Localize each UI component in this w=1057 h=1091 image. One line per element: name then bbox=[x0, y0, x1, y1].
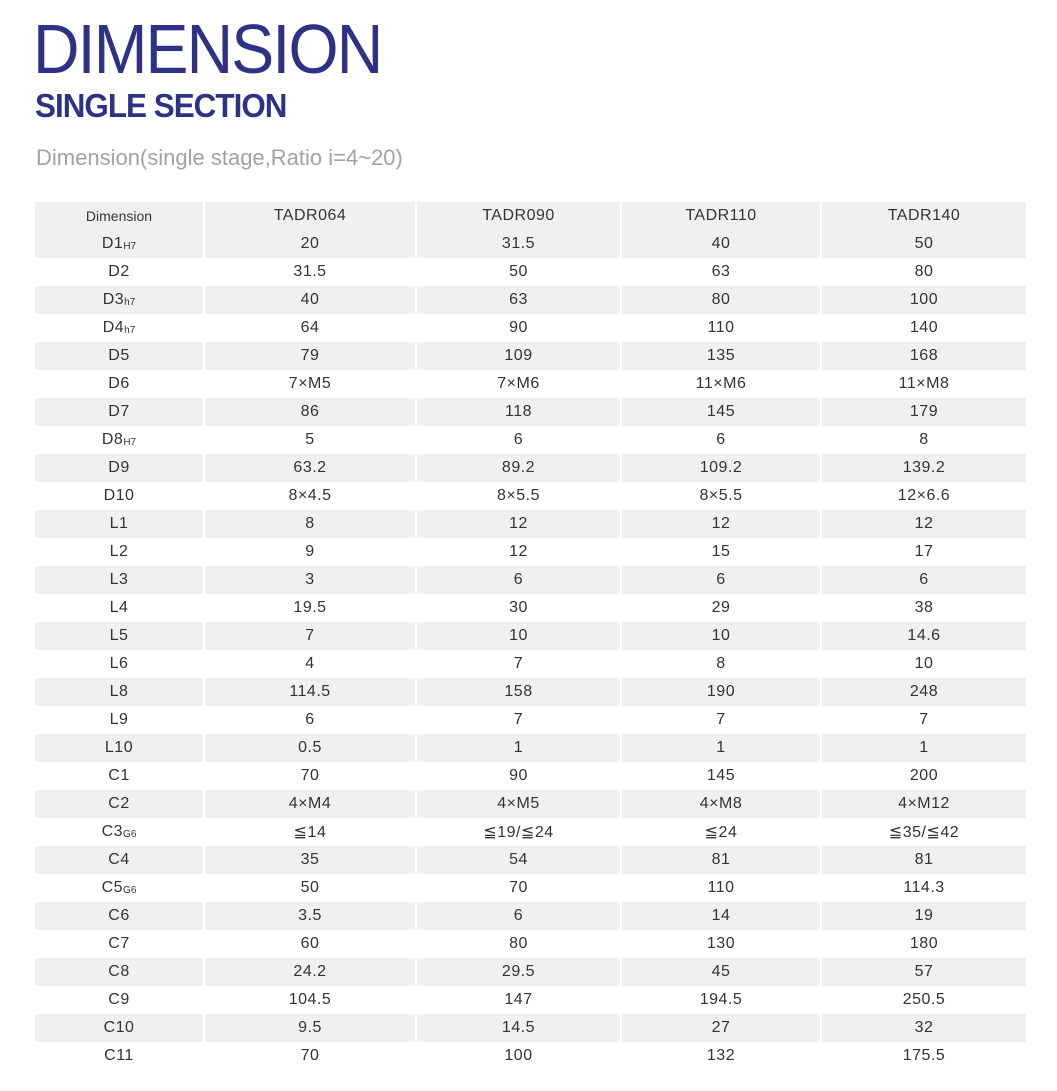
row-label bbox=[35, 846, 205, 874]
table-cell: 6 bbox=[417, 902, 622, 930]
table-cell: 250.5 bbox=[822, 986, 1026, 1014]
table-cell: 6 bbox=[417, 566, 622, 594]
table-row bbox=[35, 790, 1026, 818]
table-cell: 1 bbox=[622, 734, 822, 762]
table-cell: 54 bbox=[417, 846, 622, 874]
table-row bbox=[35, 762, 1026, 790]
table-row bbox=[35, 678, 1026, 706]
table-cell: 7 bbox=[205, 622, 417, 650]
table-cell: 63 bbox=[622, 258, 822, 286]
row-label-text: L6 bbox=[109, 655, 129, 672]
table-row bbox=[35, 370, 1026, 398]
row-label bbox=[35, 566, 205, 594]
table-cell: 6 bbox=[822, 566, 1026, 594]
table-cell: 7×M5 bbox=[205, 370, 417, 398]
table-cell: 30 bbox=[417, 594, 622, 622]
table-cell: 80 bbox=[417, 930, 622, 958]
table-cell: 7 bbox=[417, 706, 622, 734]
table-body bbox=[35, 230, 1026, 1070]
table-cell: 38 bbox=[822, 594, 1026, 622]
table-cell: 29 bbox=[622, 594, 822, 622]
table-cell: 104.5 bbox=[205, 986, 417, 1014]
table-cell: 4×M12 bbox=[822, 790, 1026, 818]
table-cell: 81 bbox=[822, 846, 1026, 874]
table-cell: 7 bbox=[417, 650, 622, 678]
row-label bbox=[35, 482, 205, 510]
row-label-text: C4 bbox=[108, 851, 130, 868]
row-label bbox=[35, 1042, 205, 1070]
table-cell: 81 bbox=[622, 846, 822, 874]
table-cell: 20 bbox=[205, 230, 417, 258]
table-row bbox=[35, 342, 1026, 370]
table-cell: ≦19/≦24 bbox=[417, 818, 622, 846]
table-cell: 40 bbox=[205, 286, 417, 314]
table-row bbox=[35, 818, 1026, 846]
table-cell: 8 bbox=[205, 510, 417, 538]
row-label-text: D8 bbox=[101, 431, 124, 448]
table-cell: 175.5 bbox=[822, 1042, 1026, 1070]
row-label-text: L9 bbox=[109, 711, 129, 728]
table-cell: 0.5 bbox=[205, 734, 417, 762]
table-cell: 14.6 bbox=[822, 622, 1026, 650]
row-label-text: C11 bbox=[104, 1047, 134, 1064]
table-cell: 86 bbox=[205, 398, 417, 426]
table-row bbox=[35, 930, 1026, 958]
table-cell: 27 bbox=[622, 1014, 822, 1042]
row-label-text: L3 bbox=[109, 571, 129, 588]
row-label bbox=[35, 818, 205, 846]
row-label bbox=[35, 230, 205, 258]
table-cell: 3 bbox=[205, 566, 417, 594]
dimension-table bbox=[35, 202, 1026, 1070]
column-header-dimension: Dimension bbox=[35, 202, 205, 230]
table-cell: 70 bbox=[205, 1042, 417, 1070]
table-cell: 1 bbox=[417, 734, 622, 762]
row-label bbox=[35, 538, 205, 566]
table-row bbox=[35, 482, 1026, 510]
row-label-text: D6 bbox=[108, 375, 130, 392]
table-cell: 12 bbox=[622, 510, 822, 538]
row-label-text: C6 bbox=[108, 907, 130, 924]
table-cell: 40 bbox=[622, 230, 822, 258]
row-label bbox=[35, 1014, 205, 1042]
table-cell: 29.5 bbox=[417, 958, 622, 986]
table-cell: 24.2 bbox=[205, 958, 417, 986]
table-cell: 12 bbox=[417, 510, 622, 538]
table-cell: 12 bbox=[822, 510, 1026, 538]
table-cell: 4×M5 bbox=[417, 790, 622, 818]
table-row bbox=[35, 734, 1026, 762]
table-row bbox=[35, 622, 1026, 650]
row-label bbox=[35, 678, 205, 706]
table-row bbox=[35, 874, 1026, 902]
table-cell: 140 bbox=[822, 314, 1026, 342]
table-cell: 90 bbox=[417, 762, 622, 790]
row-label-text: C8 bbox=[108, 963, 130, 980]
row-label-text: C3 bbox=[101, 823, 124, 840]
table-row bbox=[35, 594, 1026, 622]
page-title: DIMENSION bbox=[33, 10, 382, 88]
row-label bbox=[35, 706, 205, 734]
row-label-text: L2 bbox=[109, 543, 129, 560]
row-label-text: C5 bbox=[101, 879, 124, 896]
table-cell: 57 bbox=[822, 958, 1026, 986]
column-header-tadr140: TADR140 bbox=[822, 202, 1026, 230]
row-label-text: C9 bbox=[108, 991, 130, 1008]
table-row bbox=[35, 1042, 1026, 1070]
table-cell: 17 bbox=[822, 538, 1026, 566]
table-cell: 7×M6 bbox=[417, 370, 622, 398]
table-cell: 80 bbox=[622, 286, 822, 314]
row-label-text: D10 bbox=[103, 487, 135, 504]
table-cell: 9 bbox=[205, 538, 417, 566]
table-cell: 130 bbox=[622, 930, 822, 958]
table-cell: 70 bbox=[205, 762, 417, 790]
row-label bbox=[35, 594, 205, 622]
table-cell: 10 bbox=[417, 622, 622, 650]
row-label-text: D5 bbox=[108, 347, 130, 364]
row-label bbox=[35, 958, 205, 986]
table-cell: 4×M8 bbox=[622, 790, 822, 818]
table-row bbox=[35, 706, 1026, 734]
row-label bbox=[35, 342, 205, 370]
table-cell: 6 bbox=[622, 426, 822, 454]
table-header-row bbox=[35, 202, 1026, 230]
table-row bbox=[35, 398, 1026, 426]
table-row bbox=[35, 846, 1026, 874]
table-cell: 109.2 bbox=[622, 454, 822, 482]
column-header-tadr064: TADR064 bbox=[205, 202, 417, 230]
row-label bbox=[35, 790, 205, 818]
table-row bbox=[35, 538, 1026, 566]
table-cell: 109 bbox=[417, 342, 622, 370]
column-header-tadr110: TADR110 bbox=[622, 202, 822, 230]
table-cell: 90 bbox=[417, 314, 622, 342]
row-label-text: L4 bbox=[109, 599, 129, 616]
table-cell: 31.5 bbox=[205, 258, 417, 286]
table-cell: 60 bbox=[205, 930, 417, 958]
table-cell: 139.2 bbox=[822, 454, 1026, 482]
table-cell: 110 bbox=[622, 314, 822, 342]
table-cell: 19 bbox=[822, 902, 1026, 930]
table-row bbox=[35, 258, 1026, 286]
table-cell: 145 bbox=[622, 398, 822, 426]
row-label bbox=[35, 314, 205, 342]
table-row bbox=[35, 986, 1026, 1014]
table-cell: 1 bbox=[822, 734, 1026, 762]
table-cell: 158 bbox=[417, 678, 622, 706]
table-cell: 9.5 bbox=[205, 1014, 417, 1042]
row-label bbox=[35, 426, 205, 454]
table-cell: 114.5 bbox=[205, 678, 417, 706]
table-cell: 8 bbox=[822, 426, 1026, 454]
table-cell: 31.5 bbox=[417, 230, 622, 258]
row-label bbox=[35, 286, 205, 314]
row-label-text: C7 bbox=[108, 935, 130, 952]
table-row bbox=[35, 426, 1026, 454]
table-cell: 7 bbox=[822, 706, 1026, 734]
table-cell: 64 bbox=[205, 314, 417, 342]
table-cell: 80 bbox=[822, 258, 1026, 286]
table-cell: 8 bbox=[622, 650, 822, 678]
table-row bbox=[35, 230, 1026, 258]
table-cell: 19.5 bbox=[205, 594, 417, 622]
table-row bbox=[35, 566, 1026, 594]
table-cell: 4×M4 bbox=[205, 790, 417, 818]
row-label-text: C1 bbox=[108, 767, 130, 784]
row-label-text: L1 bbox=[109, 515, 129, 532]
row-label-text: L10 bbox=[104, 739, 134, 756]
table-cell: 8×5.5 bbox=[622, 482, 822, 510]
tolerance-suffix: h7 bbox=[124, 297, 136, 308]
table-row bbox=[35, 314, 1026, 342]
table-cell: ≦35/≦42 bbox=[822, 818, 1026, 846]
row-label-text: L5 bbox=[109, 627, 129, 644]
row-label bbox=[35, 454, 205, 482]
row-label bbox=[35, 762, 205, 790]
table-cell: 4 bbox=[205, 650, 417, 678]
table-cell: 6 bbox=[622, 566, 822, 594]
row-label bbox=[35, 902, 205, 930]
table-cell: 11×M6 bbox=[622, 370, 822, 398]
table-cell: 6 bbox=[205, 706, 417, 734]
table-cell: 7 bbox=[622, 706, 822, 734]
tolerance-suffix: G6 bbox=[123, 885, 137, 896]
table-caption: Dimension(single stage,Ratio i=4~20) bbox=[36, 145, 403, 170]
table-cell: 194.5 bbox=[622, 986, 822, 1014]
table-cell: 45 bbox=[622, 958, 822, 986]
table-row bbox=[35, 510, 1026, 538]
table-cell: 50 bbox=[417, 258, 622, 286]
page-subtitle: SINGLE SECTION bbox=[35, 87, 287, 124]
tolerance-suffix: h7 bbox=[124, 325, 136, 336]
table-cell: 50 bbox=[822, 230, 1026, 258]
row-label-text: D3 bbox=[102, 291, 125, 308]
table-cell: 15 bbox=[622, 538, 822, 566]
table-cell: 180 bbox=[822, 930, 1026, 958]
table-cell: 248 bbox=[822, 678, 1026, 706]
row-label-text: C2 bbox=[108, 795, 130, 812]
table-cell: 6 bbox=[417, 426, 622, 454]
table-cell: 8×4.5 bbox=[205, 482, 417, 510]
table-cell: 79 bbox=[205, 342, 417, 370]
row-label-text: C10 bbox=[103, 1019, 135, 1036]
table-cell: 8×5.5 bbox=[417, 482, 622, 510]
table-row bbox=[35, 958, 1026, 986]
table-cell: 35 bbox=[205, 846, 417, 874]
table-cell: 168 bbox=[822, 342, 1026, 370]
row-label bbox=[35, 370, 205, 398]
tolerance-suffix: H7 bbox=[123, 437, 137, 448]
row-label bbox=[35, 398, 205, 426]
tolerance-suffix: G6 bbox=[123, 829, 137, 840]
table-cell: 14.5 bbox=[417, 1014, 622, 1042]
row-label bbox=[35, 734, 205, 762]
table-cell: 5 bbox=[205, 426, 417, 454]
table-cell: 11×M8 bbox=[822, 370, 1026, 398]
table-row bbox=[35, 902, 1026, 930]
table-row bbox=[35, 650, 1026, 678]
row-label bbox=[35, 650, 205, 678]
row-label-text: D9 bbox=[108, 459, 130, 476]
table-cell: 135 bbox=[622, 342, 822, 370]
table-cell: 190 bbox=[622, 678, 822, 706]
table-cell: 10 bbox=[622, 622, 822, 650]
table-row bbox=[35, 1014, 1026, 1042]
table-row bbox=[35, 454, 1026, 482]
row-label-text: D2 bbox=[108, 263, 130, 280]
table-cell: 10 bbox=[822, 650, 1026, 678]
table-cell: 200 bbox=[822, 762, 1026, 790]
table-cell: 100 bbox=[417, 1042, 622, 1070]
table-cell: 118 bbox=[417, 398, 622, 426]
row-label-text: D1 bbox=[101, 235, 124, 252]
row-label bbox=[35, 930, 205, 958]
table-cell: 14 bbox=[622, 902, 822, 930]
row-label-text: D7 bbox=[108, 403, 130, 420]
table-cell: 63 bbox=[417, 286, 622, 314]
row-label bbox=[35, 986, 205, 1014]
table-cell: 70 bbox=[417, 874, 622, 902]
table-cell: ≦24 bbox=[622, 818, 822, 846]
table-cell: 50 bbox=[205, 874, 417, 902]
table-cell: 100 bbox=[822, 286, 1026, 314]
table-cell: 32 bbox=[822, 1014, 1026, 1042]
table-cell: 145 bbox=[622, 762, 822, 790]
table-cell: 12 bbox=[417, 538, 622, 566]
row-label-text: D4 bbox=[102, 319, 125, 336]
table-cell: 179 bbox=[822, 398, 1026, 426]
tolerance-suffix: H7 bbox=[123, 241, 137, 252]
row-label bbox=[35, 874, 205, 902]
row-label bbox=[35, 510, 205, 538]
table-cell: 110 bbox=[622, 874, 822, 902]
column-header-tadr090: TADR090 bbox=[417, 202, 622, 230]
table-cell: 132 bbox=[622, 1042, 822, 1070]
table-cell: 63.2 bbox=[205, 454, 417, 482]
row-label bbox=[35, 258, 205, 286]
table-cell: 89.2 bbox=[417, 454, 622, 482]
row-label bbox=[35, 622, 205, 650]
table-cell: ≦14 bbox=[205, 818, 417, 846]
table-row bbox=[35, 286, 1026, 314]
table-cell: 114.3 bbox=[822, 874, 1026, 902]
table-cell: 12×6.6 bbox=[822, 482, 1026, 510]
table-cell: 3.5 bbox=[205, 902, 417, 930]
row-label-text: L8 bbox=[109, 683, 129, 700]
table-cell: 147 bbox=[417, 986, 622, 1014]
